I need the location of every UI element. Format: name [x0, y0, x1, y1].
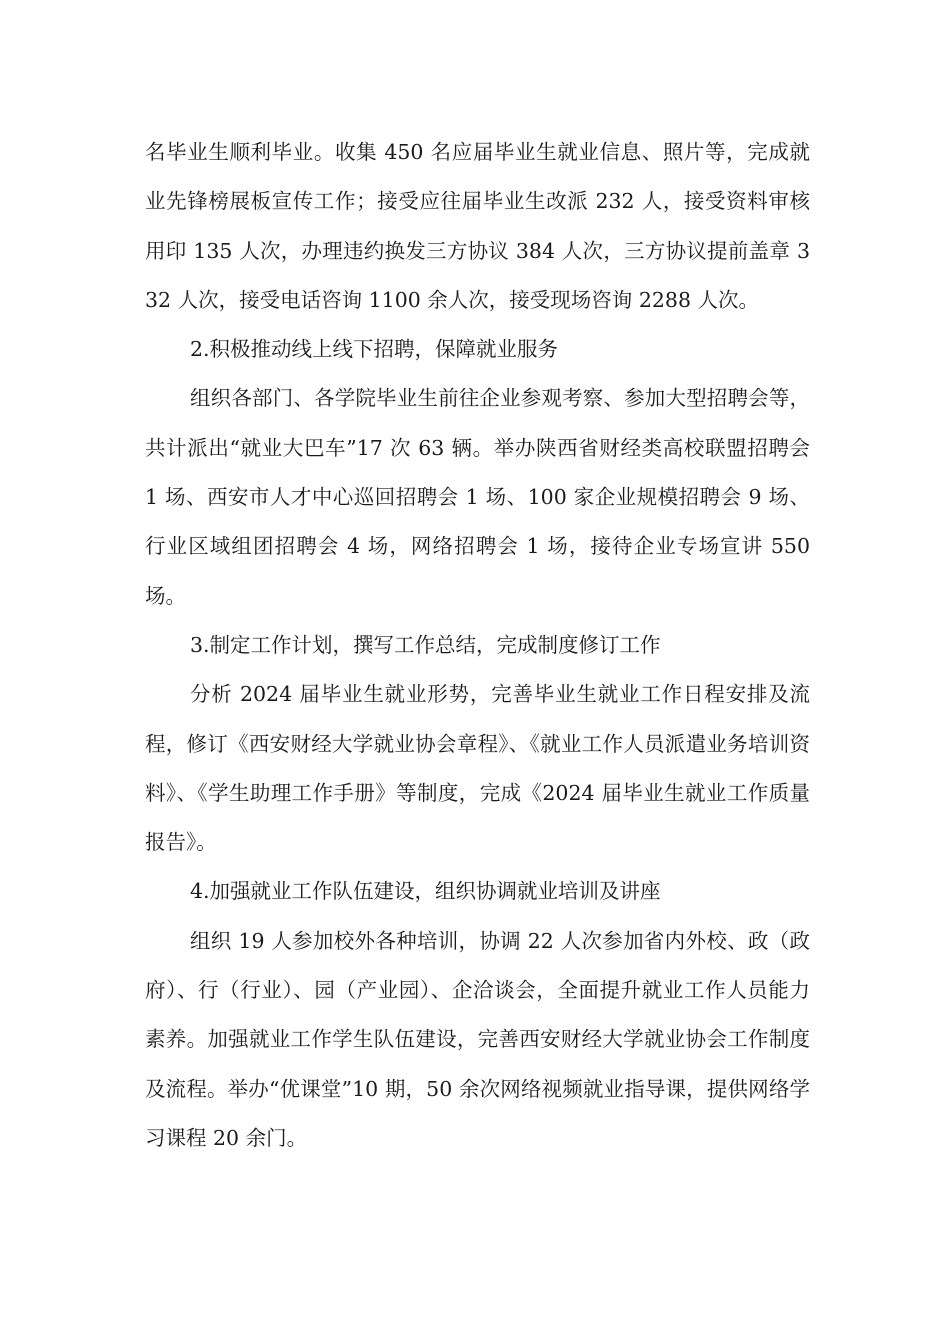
body-paragraph: 组织各部门、各学院毕业生前往企业参观考察、参加大型招聘会等，共计派出“就业大巴车”17 次 63 辆。举办陕西省财经类高校联盟招聘会 1 场、西安市人才中心巡回招聘会 1 场、100 家企业规模招聘会 9 场、行业区域组团招聘会 4 场，网络招聘会 1 场，接待企业专场宣讲 550 场。 — [145, 386, 810, 608]
body-paragraph: 名毕业生顺利毕业。收集 450 名应届毕业生就业信息、照片等，完成就业先锋榜展板宣传工作；接受应往届毕业生改派 232 人，接受资料审核用印 135 人次，办理违约换发三方协议 384 人次，三方协议提前盖章 332 人次，接受电话咨询 1100 余人次，接受现场咨询 2288 人次。 — [145, 140, 810, 312]
body-paragraph: 分析 2024 届毕业生就业形势，完善毕业生就业工作日程安排及流程，修订《西安财经大学就业协会章程》、《就业工作人员派遣业务培训资料》、《学生助理工作手册》等制度，完成《2024 届毕业生就业工作质量报告》。 — [145, 682, 810, 855]
section-heading: 4.加强就业工作队伍建设，组织协调就业培训及讲座 — [190, 879, 661, 904]
section-heading: 2.积极推动线上线下招聘，保障就业服务 — [190, 337, 559, 362]
section-heading: 3.制定工作计划，撰写工作总结，完成制度修订工作 — [190, 632, 661, 657]
body-paragraph: 组织 19 人参加校外各种培训，协调 22 人次参加省内外校、政（政府）、行（行业）、园（产业园）、企洽谈会，全面提升就业工作人员能力素养。加强就业工作学生队伍建设，完善西安财经大学就业协会工作制度及流程。举办“优课堂”10 期，50 余次网络视频就业指导课，提供网络学习课程 20 余门。 — [145, 928, 810, 1150]
document-body — [145, 128, 810, 1163]
